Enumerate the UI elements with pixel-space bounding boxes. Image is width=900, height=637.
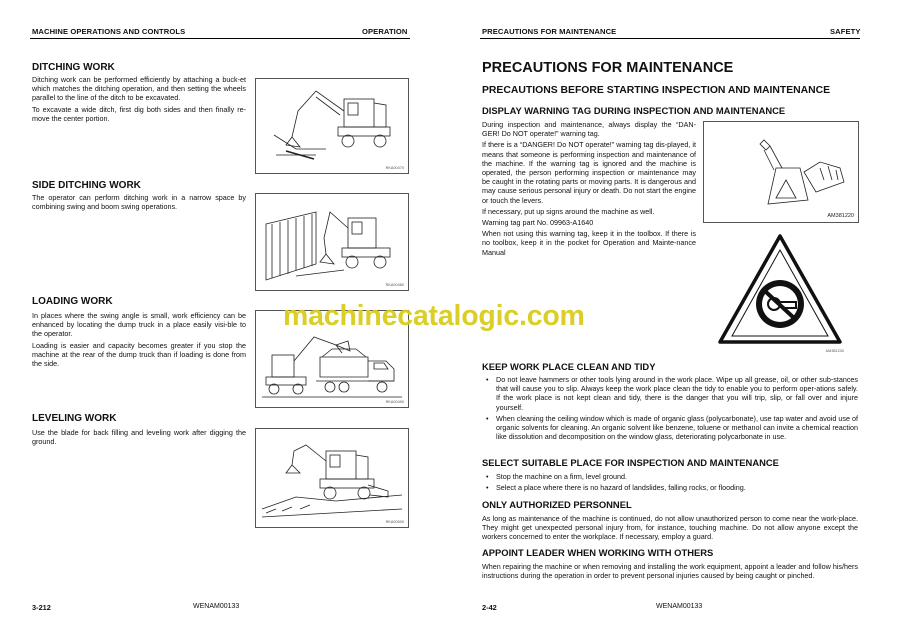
- warning-tag-paragraph-2: If there is a “DANGER! Do NOT operate!” warning tag dis-played, it means that someone is performing inspection and maintenance of the machine. If the warning tag is ignored and the machine is operated, the person performing inspection or maintenance may be caught in the rotating parts or moving parts. It is dangerous and may cause serious personal injury or death. Do not start the engine or touch the levers.: [482, 140, 696, 205]
- warning-tag-paragraph-5: When not using this warning tag, keep it in the toolbox. If there is no toolbox, keep it in the pocket for Operation and Mainte-nance Manual: [482, 229, 696, 257]
- page-title: PRECAUTIONS FOR MAINTENANCE: [482, 60, 734, 76]
- loading-figure-code: RKA00490: [385, 400, 404, 404]
- leveling-work-heading: LEVELING WORK: [32, 413, 117, 424]
- watermark-text: machinecatalogic.com: [283, 300, 585, 332]
- ditching-work-text: [32, 75, 246, 125]
- suitable-place-list: [482, 472, 858, 492]
- loading-work-paragraph-1: In places where the swing angle is small, work efficiency can be enhanced by locating the dump truck in a place easily visi-ble to the operator.: [32, 311, 246, 339]
- suitable-place-heading: SELECT SUITABLE PLACE FOR INSPECTION AND MAINTENANCE: [482, 457, 779, 468]
- warning-tag-part-number: Warning tag part No. 09963-A1640: [482, 218, 594, 228]
- left-header-title: MACHINE OPERATIONS AND CONTROLS: [32, 27, 186, 36]
- right-footer-code: WENAM00133: [656, 603, 703, 610]
- sign-figure-code: AM381230: [825, 349, 844, 353]
- suitable-place-bullet-1: • Stop the machine on a firm, level ground.: [496, 472, 858, 481]
- right-header-section: SAFETY: [830, 27, 861, 36]
- warning-tag-paragraph-1: During inspection and maintenance, always display the “DAN-GER! Do NOT operate!” warning tag.: [482, 120, 696, 139]
- right-header-title: PRECAUTIONS FOR MAINTENANCE: [482, 27, 617, 36]
- leveling-work-text: [32, 428, 246, 448]
- appoint-leader-heading: APPOINT LEADER WHEN WORKING WITH OTHERS: [482, 547, 714, 558]
- loading-work-paragraph-2: Loading is easier and capacity becomes greater if you stop the machine at the rear of the dump truck than if loading is done from the side.: [32, 340, 246, 369]
- leveling-work-paragraph-1: Use the blade for back filling and leveling work after digging the ground.: [32, 428, 246, 447]
- warning-tag-on-lever-illustration: [704, 122, 858, 222]
- side-ditching-work-figure: [255, 193, 409, 291]
- right-header-rule: [480, 38, 860, 39]
- side-ditching-figure-code: RKA00480: [385, 283, 404, 287]
- side-ditching-excavator-illustration: [256, 194, 408, 290]
- loading-work-heading: LOADING WORK: [32, 296, 113, 307]
- do-not-operate-sign: [716, 232, 844, 353]
- ditching-work-heading: DITCHING WORK: [32, 62, 115, 73]
- ditching-work-figure: [255, 78, 409, 174]
- suitable-place-bullet-2: • Select a place where there is no hazard of landslides, falling rocks, or flooding.: [496, 483, 858, 492]
- warning-tag-figure: [703, 121, 859, 223]
- loading-work-text: [32, 311, 246, 370]
- leveling-figure-code: RKA00500: [385, 520, 404, 524]
- suitable-place-text: [482, 472, 858, 494]
- ditching-excavator-illustration: [256, 79, 408, 173]
- side-ditching-work-heading: SIDE DITCHING WORK: [32, 180, 141, 191]
- keep-clean-list: [482, 375, 858, 441]
- warning-triangle-icon: [716, 232, 844, 350]
- side-ditching-paragraph-1: The operator can perform ditching work in a narrow space by combining swing and boom swing operations.: [32, 193, 246, 212]
- leveling-excavator-illustration: [256, 429, 408, 527]
- keep-clean-bullet-1: • Do not leave hammers or other tools lying around in the work place. Wipe up all grease, oil, or other sub-stances that will cause you to slip. Always keep the work place clean the tidy to enable you to perform oper-ations safely. If the work place is not kept clean and tidy, there is the danger that you will trip, slip, or fall over and injure yourself.: [496, 375, 858, 412]
- keep-clean-text: [482, 375, 858, 443]
- authorized-personnel-text: As long as maintenance of the machine is continued, do not allow unauthorized person to come near the work-place. They might get unexpected personal injury from, for instance, touching machine. Do not allow anyone except the workers concerned to enter the workplace. If necessary, employ a guard.: [482, 514, 858, 542]
- left-header-section: OPERATION: [362, 27, 408, 36]
- keep-clean-heading: KEEP WORK PLACE CLEAN AND TIDY: [482, 361, 656, 372]
- warning-tag-text: [482, 120, 696, 259]
- left-header-rule: [30, 38, 410, 39]
- right-footer-page-number: 2-42: [482, 603, 497, 612]
- side-ditching-work-text: [32, 193, 246, 213]
- appoint-leader-text: When repairing the machine or when removing and installing the work equipment, appoint a leader and follow his/hers instructions during the operation in order to prevent personal injuries caused by being caught or pinched.: [482, 562, 858, 581]
- warning-tag-paragraph-3: If necessary, put up signs around the machine as well.: [482, 206, 655, 216]
- keep-clean-bullet-2: • When cleaning the ceiling window which is made of organic glass (polycarbonate), use tap water and avoid use of organic solvents for cleaning. An organic solvent like benzene, toluene or methanol can invite a chemical reaction like dissolution and decomposition on the window glass, deteriorating polycarbonate in use.: [496, 414, 858, 442]
- leveling-work-figure: [255, 428, 409, 528]
- authorized-personnel-heading: ONLY AUTHORIZED PERSONNEL: [482, 499, 632, 510]
- left-footer-page-number: 3-212: [32, 603, 51, 612]
- ditching-work-paragraph-2: To excavate a wide ditch, first dig both sides and then finally re-move the center portion.: [32, 104, 246, 123]
- warning-tag-heading: DISPLAY WARNING TAG DURING INSPECTION AND MAINTENANCE: [482, 105, 786, 116]
- warning-tag-figure-code: AM381220: [827, 213, 854, 219]
- left-footer-code: WENAM00133: [193, 603, 240, 610]
- page-subtitle: PRECAUTIONS BEFORE STARTING INSPECTION AND MAINTENANCE: [482, 85, 831, 96]
- ditching-figure-code: RKA00470: [385, 166, 404, 170]
- ditching-work-paragraph-1: Ditching work can be performed efficiently by attaching a buck-et which matches the ditching operation, and then setting the wheels parallel to the line of the ditch to be excavated.: [32, 75, 246, 103]
